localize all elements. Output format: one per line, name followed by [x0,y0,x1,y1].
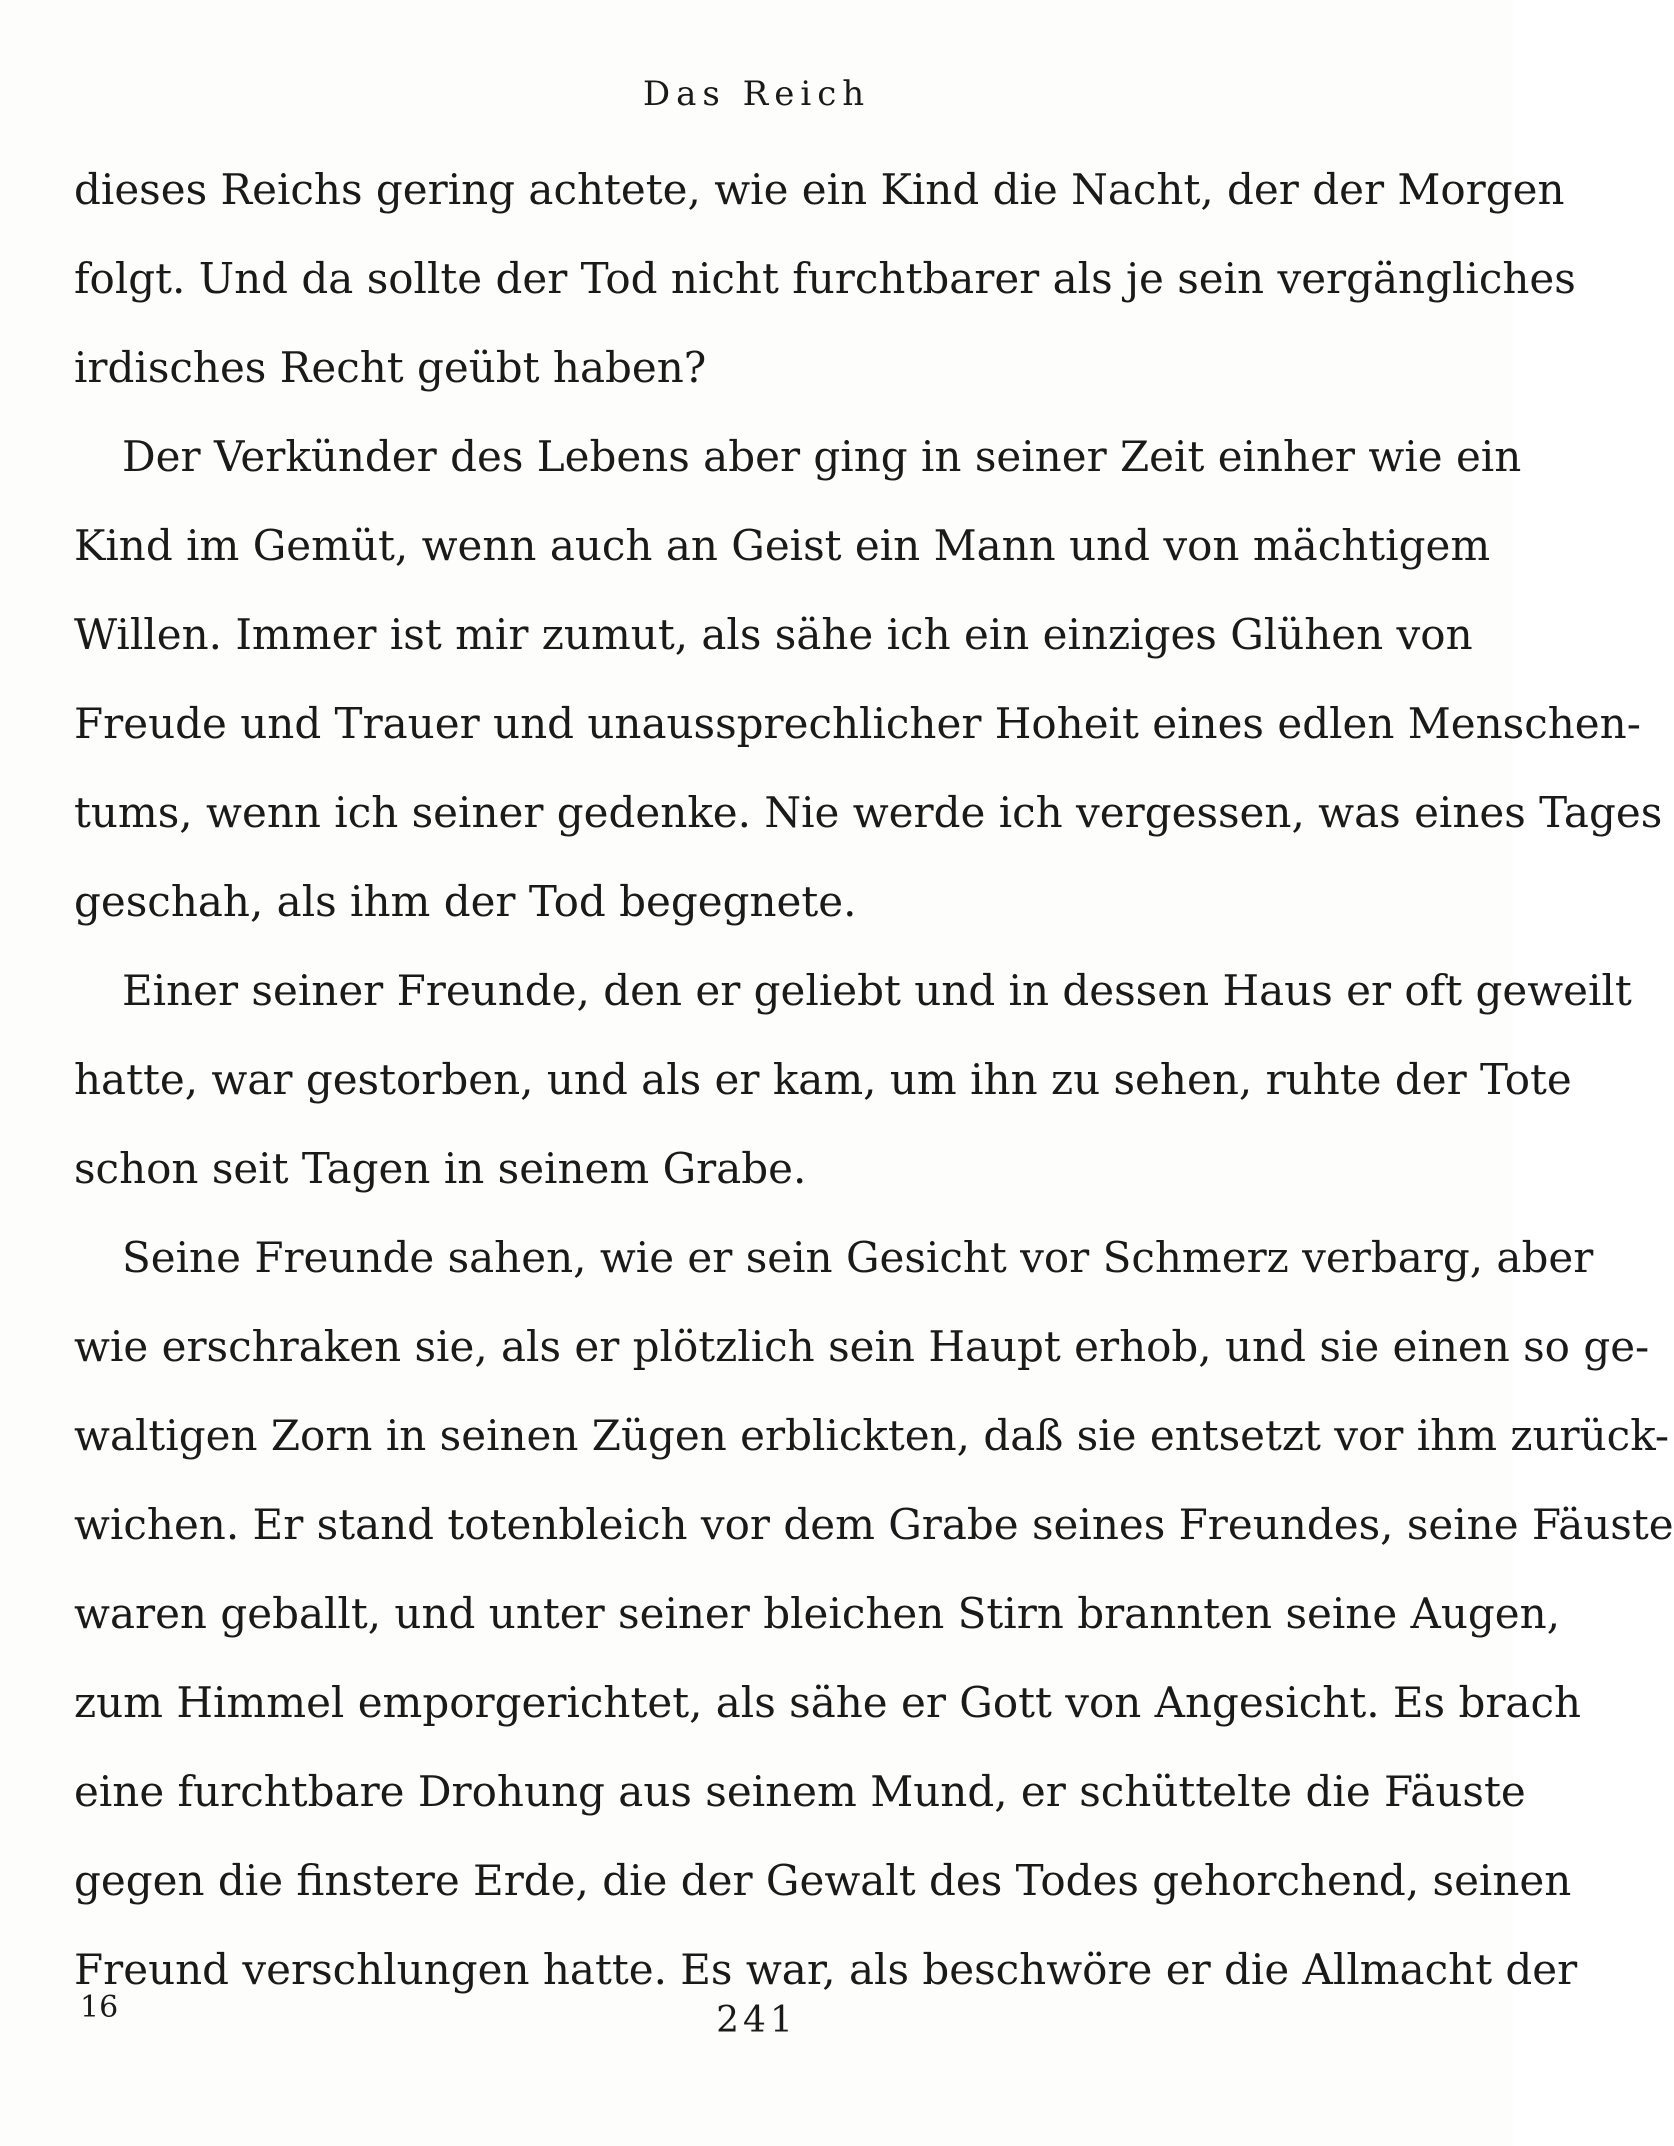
text-line: zum Himmel emporgerichtet, als sähe er Gott von Angesicht. Es brach [74,1678,1582,1727]
text-line: Kind im Gemüt, wenn auch an Geist ein Mann und von mächtigem [74,521,1491,570]
text-line: geschah, als ihm der Tod begegnete. [74,877,857,926]
running-head: Das Reich [642,74,871,114]
text-line: gegen die finstere Erde, die der Gewalt des Todes gehorchend, seinen [74,1856,1572,1905]
text-line: wie erschraken sie, als er plötzlich sein Haupt erhob, und sie einen so ge- [74,1322,1650,1371]
text-line: Freude und Trauer und unaussprechlicher Hoheit eines edlen Menschen- [74,699,1641,748]
text-line: waltigen Zorn in seinen Zügen erblickten, daß sie entsetzt vor ihm zurück- [74,1411,1670,1460]
body-text [74,145,1674,2014]
text-line: Der Verkünder des Lebens aber ging in seiner Zeit einher wie ein [122,432,1522,481]
text-line: Willen. Immer ist mir zumut, als sähe ich ein einziges Glühen von [74,610,1473,659]
text-line: irdisches Recht geübt haben? [74,343,707,392]
page-number: 241 [716,2000,797,2041]
text-line: eine furchtbare Drohung aus seinem Mund, er schüttelte die Fäuste [74,1767,1526,1816]
text-line: waren geballt, und unter seiner bleichen Stirn brannten seine Augen, [74,1589,1561,1638]
text-line: wichen. Er stand totenbleich vor dem Grabe seines Freundes, seine Fäuste [74,1500,1674,1549]
text-line: Seine Freunde sahen, wie er sein Gesicht vor Schmerz verbarg, aber [122,1233,1594,1282]
text-line: schon seit Tagen in seinem Grabe. [74,1144,807,1193]
text-line: Freund verschlungen hatte. Es war, als beschwöre er die Allmacht der [74,1945,1578,1994]
text-line: Einer seiner Freunde, den er geliebt und in dessen Haus er oft geweilt [122,966,1632,1015]
signature-mark: 16 [80,1990,119,2025]
text-line: hatte, war gestorben, und als er kam, um ihn zu sehen, ruhte der Tote [74,1055,1572,1104]
text-line: folgt. Und da sollte der Tod nicht furchtbarer als je sein vergängliches [74,254,1576,303]
text-line: dieses Reichs gering achtete, wie ein Kind die Nacht, der der Morgen [74,165,1565,214]
text-line: tums, wenn ich seiner gedenke. Nie werde ich vergessen, was eines Tages [74,788,1663,837]
